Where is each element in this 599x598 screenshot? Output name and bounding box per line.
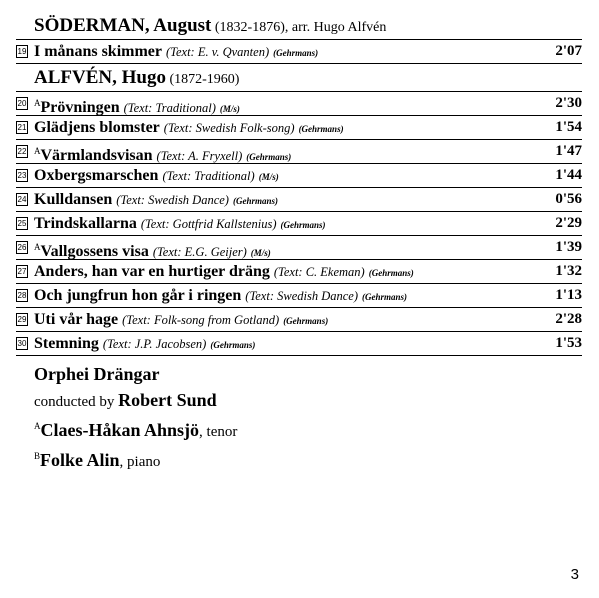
track-line [34, 284, 407, 309]
track-title: Värmlandsvisan [40, 147, 153, 164]
track-duration: 1'13 [555, 287, 582, 303]
track-line [34, 40, 318, 65]
ensemble-name: Orphei Drängar [34, 364, 160, 384]
track-row [16, 308, 582, 332]
track-title: Anders, han var en hurtiger dräng [34, 263, 270, 280]
track-title: Vallgossens visa [40, 243, 149, 260]
track-line [34, 308, 328, 333]
track-number: 19 [17, 47, 27, 56]
track-duration: 2'30 [555, 95, 582, 111]
track-text-credit: (Text: E.G. Geijer) [152, 245, 247, 259]
track-title: Uti vår hage [34, 311, 119, 328]
composer-dates: (1832-1876), arr. Hugo Alfvén [211, 20, 387, 35]
track-row [16, 332, 582, 356]
track-text-credit: (Text: Swedish Dance) [116, 193, 229, 207]
track-line [34, 332, 255, 357]
track-duration: 1'47 [555, 143, 582, 159]
track-text-credit: (Text: Swedish Folk-song) [163, 121, 295, 135]
track-number: 23 [17, 171, 27, 180]
performer-credits [16, 362, 582, 474]
track-text-credit: (Text: Folk-song from Gotland) [122, 313, 280, 327]
track-publisher: (Gehrmans) [362, 292, 408, 302]
track-duration: 0'56 [555, 191, 582, 207]
track-text-credit: (Text: Traditional) [123, 101, 216, 115]
track-line [34, 188, 278, 213]
track-line [34, 212, 326, 237]
track-text-credit: (Text: Swedish Dance) [245, 289, 359, 303]
track-number: 20 [17, 99, 27, 108]
track-title: Prövningen [40, 99, 120, 116]
ensemble-line [34, 362, 582, 388]
track-title: Stemning [34, 335, 99, 352]
track-row [16, 284, 582, 308]
soloist-marker: A [34, 98, 41, 108]
track-publisher: (Gehrmans) [232, 196, 278, 206]
track-duration: 2'07 [555, 43, 582, 59]
track-publisher: (Gehrmans) [246, 152, 292, 162]
track-title: Kulldansen [34, 191, 113, 208]
track-publisher: (M/s) [219, 104, 240, 114]
soloist-b-name: Folke Alin [40, 450, 120, 470]
soloist-b-line [34, 444, 582, 474]
composer-heading [16, 14, 582, 39]
track-number: 29 [17, 315, 27, 324]
track-publisher: (Gehrmans) [273, 48, 319, 58]
page-number: 3 [570, 566, 579, 583]
track-title: Oxbergsmarschen [34, 167, 159, 184]
track-duration: 2'29 [555, 215, 582, 231]
soloist-marker: A [34, 146, 41, 156]
soloist-a-line [34, 414, 582, 444]
track-row [16, 236, 582, 260]
track-title: Och jungfrun hon går i ringen [34, 287, 242, 304]
conductor-name: Robert Sund [118, 390, 217, 410]
track-number: 28 [17, 291, 27, 300]
soloist-a-name: Claes-Håkan Ahnsjö [40, 420, 200, 440]
track-text-credit: (Text: Gottfrid Kallstenius) [140, 217, 277, 231]
track-row [16, 140, 582, 164]
track-duration: 1'54 [555, 119, 582, 135]
track-row [16, 164, 582, 188]
track-title: Trindskallarna [34, 215, 137, 232]
track-publisher: (Gehrmans) [368, 268, 414, 278]
track-duration: 1'39 [555, 239, 582, 255]
track-row [16, 116, 582, 140]
track-number: 27 [17, 267, 27, 276]
soloist-b-role: , piano [119, 454, 161, 470]
track-text-credit: (Text: E. v. Qvanten) [166, 45, 270, 59]
track-number: 30 [17, 339, 27, 348]
track-number: 21 [17, 123, 27, 132]
track-row [16, 39, 582, 64]
track-publisher: (M/s) [250, 248, 271, 258]
soloist-a-role: , tenor [199, 424, 238, 440]
track-duration: 1'53 [555, 335, 582, 351]
composer-heading [16, 66, 582, 91]
track-text-credit: (Text: A. Fryxell) [156, 149, 243, 163]
track-line [34, 164, 279, 189]
track-number: 22 [17, 147, 27, 156]
composer-name: ALFVÉN, Hugo [34, 67, 166, 88]
track-text-credit: (Text: C. Ekeman) [273, 265, 365, 279]
track-number: 24 [17, 195, 27, 204]
track-title: Glädjens blomster [34, 119, 160, 136]
track-publisher: (Gehrmans) [280, 220, 326, 230]
tracklist-document [16, 14, 582, 474]
track-publisher: (Gehrmans) [210, 340, 256, 350]
track-publisher: (M/s) [258, 172, 279, 182]
conducted-by-label: conducted by [34, 394, 119, 410]
track-duration: 2'28 [555, 311, 582, 327]
soloist-b-marker: B [34, 451, 41, 461]
track-row [16, 260, 582, 284]
track-number: 25 [17, 219, 27, 228]
track-line [34, 116, 344, 141]
track-publisher: (Gehrmans) [283, 316, 329, 326]
track-text-credit: (Text: J.P. Jacobsen) [102, 337, 207, 351]
soloist-marker: A [34, 242, 41, 252]
track-row [16, 212, 582, 236]
track-duration: 1'44 [555, 167, 582, 183]
composer-dates: (1872-1960) [165, 72, 240, 87]
track-line [34, 260, 414, 285]
track-text-credit: (Text: Traditional) [162, 169, 255, 183]
track-publisher: (Gehrmans) [298, 124, 344, 134]
track-row [16, 91, 582, 116]
conductor-line [34, 388, 582, 414]
track-row [16, 188, 582, 212]
track-number: 26 [17, 243, 27, 252]
soloist-a-marker: A [34, 421, 41, 431]
track-duration: 1'32 [555, 263, 582, 279]
composer-name: SÖDERMAN, August [34, 15, 212, 36]
track-title: I månans skimmer [34, 43, 163, 60]
